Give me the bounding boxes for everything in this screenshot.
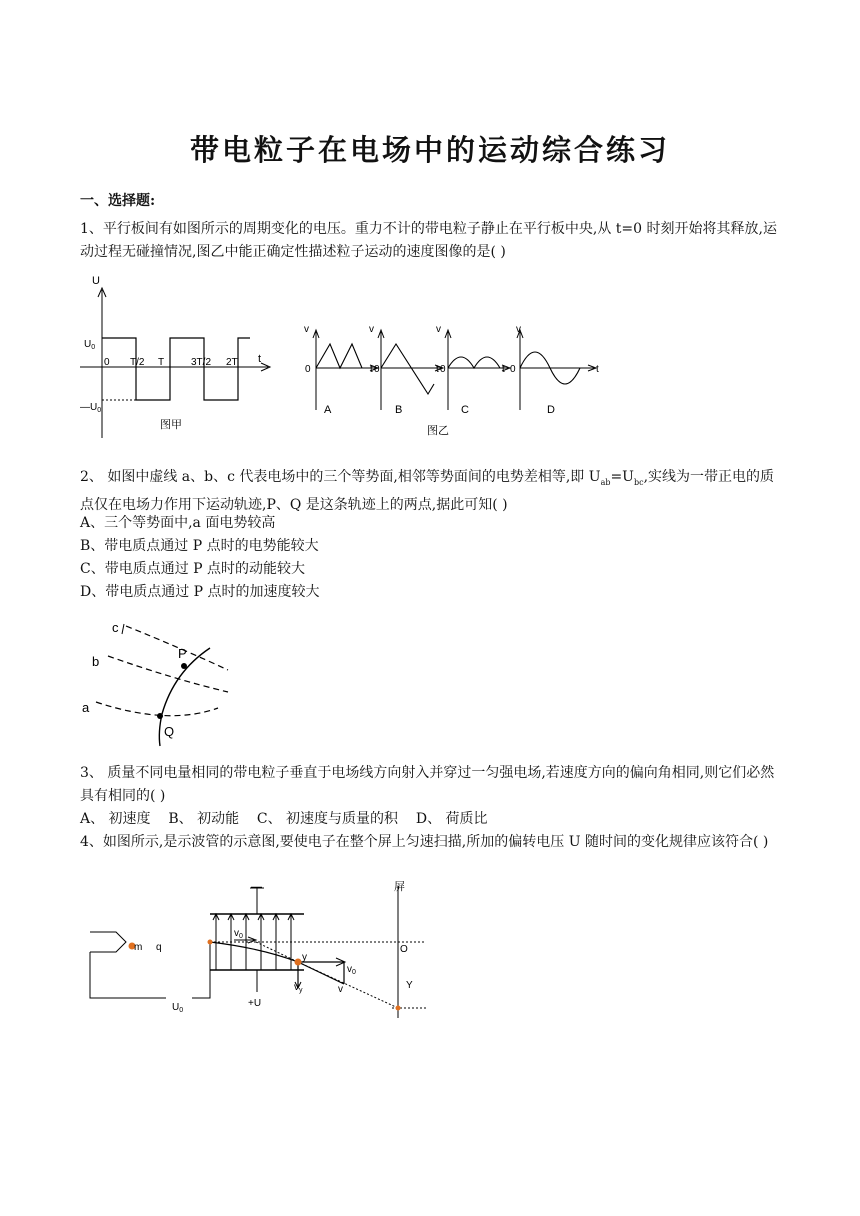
question-3-text: 3、 质量不同电量相同的带电粒子垂直于电场线方向射入并穿过一匀强电场,若速度方向的偏向角相同,则它们必然具有相同的( )	[80, 765, 775, 804]
figure-q1-voltage	[78, 270, 278, 442]
q2-option-d: D、带电质点通过 P 点时的加速度较大	[80, 584, 320, 600]
label-screen: 屏	[394, 881, 405, 893]
origin-a: 0	[305, 364, 311, 375]
label-v0-exit: $v_0$	[347, 964, 356, 976]
axis-t-label: t	[258, 353, 262, 365]
tick-3t-half: 3T/2	[191, 357, 212, 368]
caption-fig-b: 图乙	[427, 425, 449, 437]
label-p: P	[178, 646, 187, 661]
point-q	[157, 713, 163, 719]
label-y-upper: Y	[406, 980, 413, 991]
label-q: Q	[164, 724, 175, 739]
q2-option-b: B、带电质点通过 P 点时的电势能较大	[80, 538, 319, 554]
label-b: b	[92, 654, 100, 669]
origin-b: 0	[374, 364, 380, 375]
label-m: m	[134, 942, 143, 953]
label-c: C	[461, 404, 469, 416]
q3-options: A、 初速度 B、 初动能 C、 初速度与质量的积 D、 荷质比	[80, 811, 488, 827]
label-o: O	[400, 944, 408, 955]
point-p	[181, 663, 187, 669]
q2-option-c: C、带电质点通过 P 点时的动能较大	[80, 561, 306, 577]
figure-q1-velocity-options	[298, 318, 610, 442]
q2-option-a: A、三个等势面中,a 面电势较高	[80, 515, 276, 531]
question-2-text: 2、 如图中虚线 a、b、c 代表电场中的三个等势面,相邻等势面间的电势差相等,即 $U_{ab}=U_{bc}$,实线为一带正电的质点仅在电场力作用下运动轨迹,P、Q 是这条轨迹上的两点,据此可知( )	[80, 469, 775, 513]
exit-dot	[295, 959, 302, 966]
origin-c: 0	[440, 364, 446, 375]
neg-u0-label: $—U_0$	[80, 402, 102, 414]
section-heading: 一、选择题:	[80, 193, 156, 209]
figure-q4-oscilloscope	[86, 880, 436, 1020]
entry-dot	[208, 940, 213, 945]
axis-u-label: U	[92, 275, 100, 287]
label-d: D	[547, 404, 555, 416]
label-q: q	[156, 942, 162, 953]
label-v0-entry: $v_0$	[234, 928, 243, 940]
caption-fig-a: 图甲	[160, 419, 182, 431]
tick-2t: 2T	[226, 357, 238, 368]
tick-t: T	[158, 357, 165, 368]
axis-t-a: t	[370, 364, 373, 375]
tick-t-half: T/2	[130, 357, 145, 368]
question-4-text: 4、如图所示,是示波管的示意图,要使电子在整个屏上匀速扫描,所加的偏转电压 U 随时间的变化规律应该符合( )	[80, 834, 769, 850]
label-a: a	[82, 700, 90, 715]
axis-v-d: v	[516, 324, 521, 335]
axis-t-d: t	[596, 364, 599, 375]
label-c: c	[112, 620, 119, 635]
tick-0: 0	[104, 357, 110, 368]
axis-v-a: v	[304, 324, 309, 335]
figure-q2-equipotential	[78, 614, 238, 748]
origin-d: 0	[510, 364, 516, 375]
label-vy: $v_y$	[294, 982, 303, 994]
question-1-text: 1、平行板间有如图所示的周期变化的电压。重力不计的带电粒子静止在平行板中央,从 t=0 时刻开始将其释放,运动过程无碰撞情况,图乙中能正确定性描述粒子运动的速度图像的是( )	[80, 221, 777, 260]
axis-v-b: v	[369, 324, 374, 335]
label-plus-u: +U	[248, 998, 262, 1009]
axis-v-c: v	[436, 324, 441, 335]
u0-label: $U_0$	[84, 339, 96, 351]
axis-t-c: t	[502, 364, 505, 375]
label-u0: $U_0$	[172, 1002, 184, 1014]
page-title: 带电粒子在电场中的运动综合练习	[189, 133, 670, 167]
label-y: y	[302, 952, 307, 963]
label-a: A	[324, 404, 332, 416]
label-b: B	[395, 404, 403, 416]
label-v: v	[338, 984, 343, 995]
screen-hit-dot	[396, 1006, 401, 1011]
axis-t-b: t	[436, 364, 439, 375]
label-minus: —	[251, 881, 262, 893]
